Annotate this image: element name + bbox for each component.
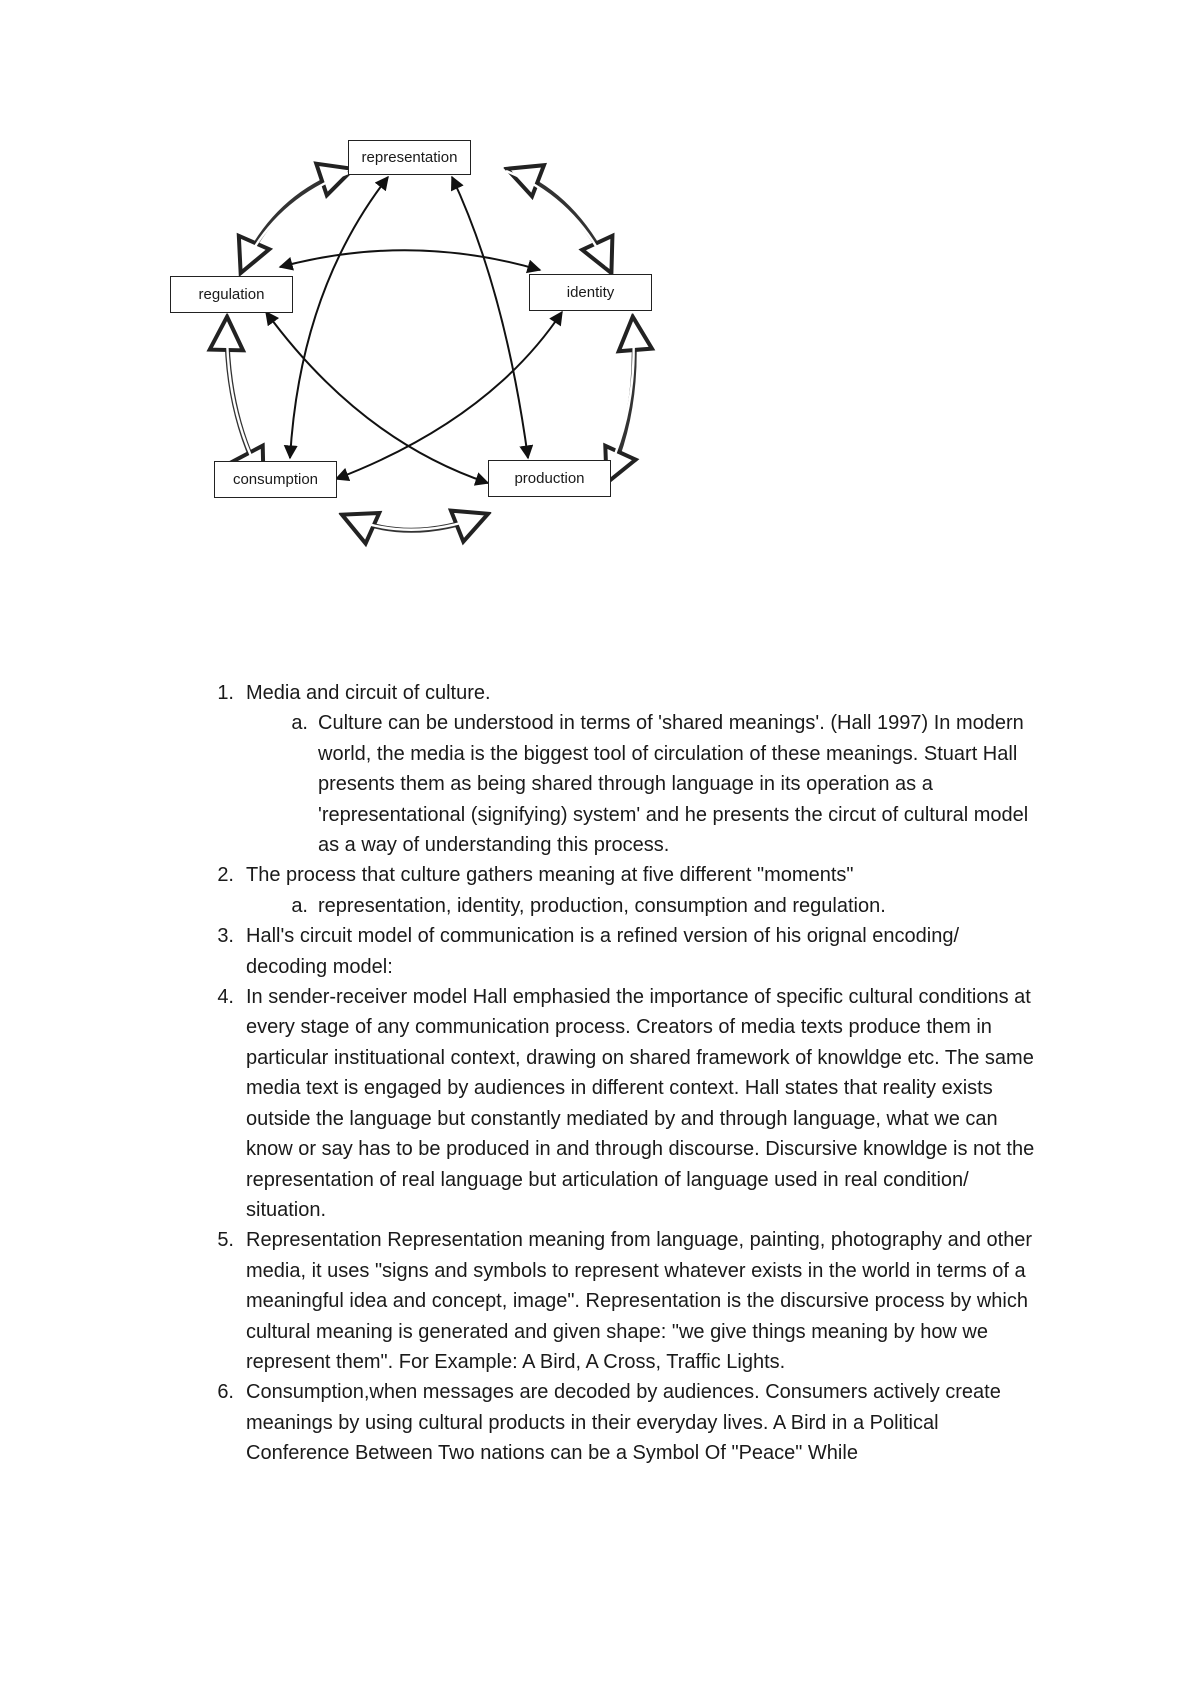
- node-production: production: [488, 460, 611, 497]
- item-number: 5.: [217, 1229, 234, 1252]
- node-identity: identity: [529, 274, 652, 311]
- sub-item-text: Culture can be understood in terms of 'shared meanings'. (Hall 1997) In modern world, the media is the biggest tool of circulation of these meanings. Stuart Hall presents them as being shared through language in its operation as a 'representational (signifying) system' and he presents the circut of cultural model as a way of understanding this process.: [318, 712, 1029, 857]
- sub-item-text: representation, identity, production, consumption and regulation.: [318, 894, 886, 917]
- list-item: [206, 678, 1036, 860]
- sub-item-label: a.: [291, 712, 308, 735]
- item-number: 3.: [217, 925, 234, 948]
- item-text: In sender-receiver model Hall emphasied the importance of specific cultural conditions at every stage of any communication process. Creators of media texts produce them in particular instituational context, drawing on shared framework of knowldge etc. The same media text is engaged by audiences in different context. Hall states that reality exists outside the language but constantly mediated by and through language, what we can know or say has to be produced in and through discourse. Discursive knowldge is not the representation of real language but articulation of language used in real condition/ situation.: [246, 986, 1035, 1221]
- list-item: [206, 1377, 1036, 1468]
- sub-list-item: [246, 708, 1036, 860]
- list-item: [206, 860, 1036, 921]
- node-representation: representation: [348, 140, 471, 175]
- item-text: Representation Representation meaning from language, painting, photography and other media, it uses "signs and symbols to represent whatever exists in the world in terms of a meaningful idea and concept, image". Representation is the discursive process by which cultural meaning is generated and given shape: "we give things meaning by how we represent them". For Example: A Bird, A Cross, Traffic Lights.: [246, 1229, 1033, 1373]
- diagram-arrows: [170, 140, 730, 580]
- list-item: [206, 1225, 1036, 1377]
- sub-list-item: [246, 891, 1036, 921]
- item-text: Hall's circuit model of communication is a refined version of his orignal encoding/ decoding model:: [246, 925, 960, 978]
- node-regulation: regulation: [170, 276, 293, 313]
- item-text: The process that culture gathers meaning at five different "moments": [246, 864, 854, 887]
- item-text: Media and circuit of culture.: [246, 682, 491, 704]
- inner-star-arrows: [266, 177, 562, 483]
- item-number: 1.: [217, 682, 234, 704]
- item-number: 2.: [217, 864, 234, 887]
- circuit-of-culture-diagram: [170, 140, 730, 580]
- item-text: Consumption,when messages are decoded by audiences. Consumers actively create meanings by using cultural products in their everyday lives. A Bird in a Political Conference Between Two nations can be a Symbol Of "Peace" While: [246, 1381, 1001, 1465]
- sub-item-label: a.: [291, 894, 308, 917]
- notes-list: [206, 678, 1036, 1469]
- item-number: 6.: [217, 1381, 234, 1404]
- item-number: 4.: [217, 986, 234, 1009]
- node-consumption: consumption: [214, 461, 337, 498]
- list-item: [206, 921, 1036, 982]
- list-item: [206, 982, 1036, 1225]
